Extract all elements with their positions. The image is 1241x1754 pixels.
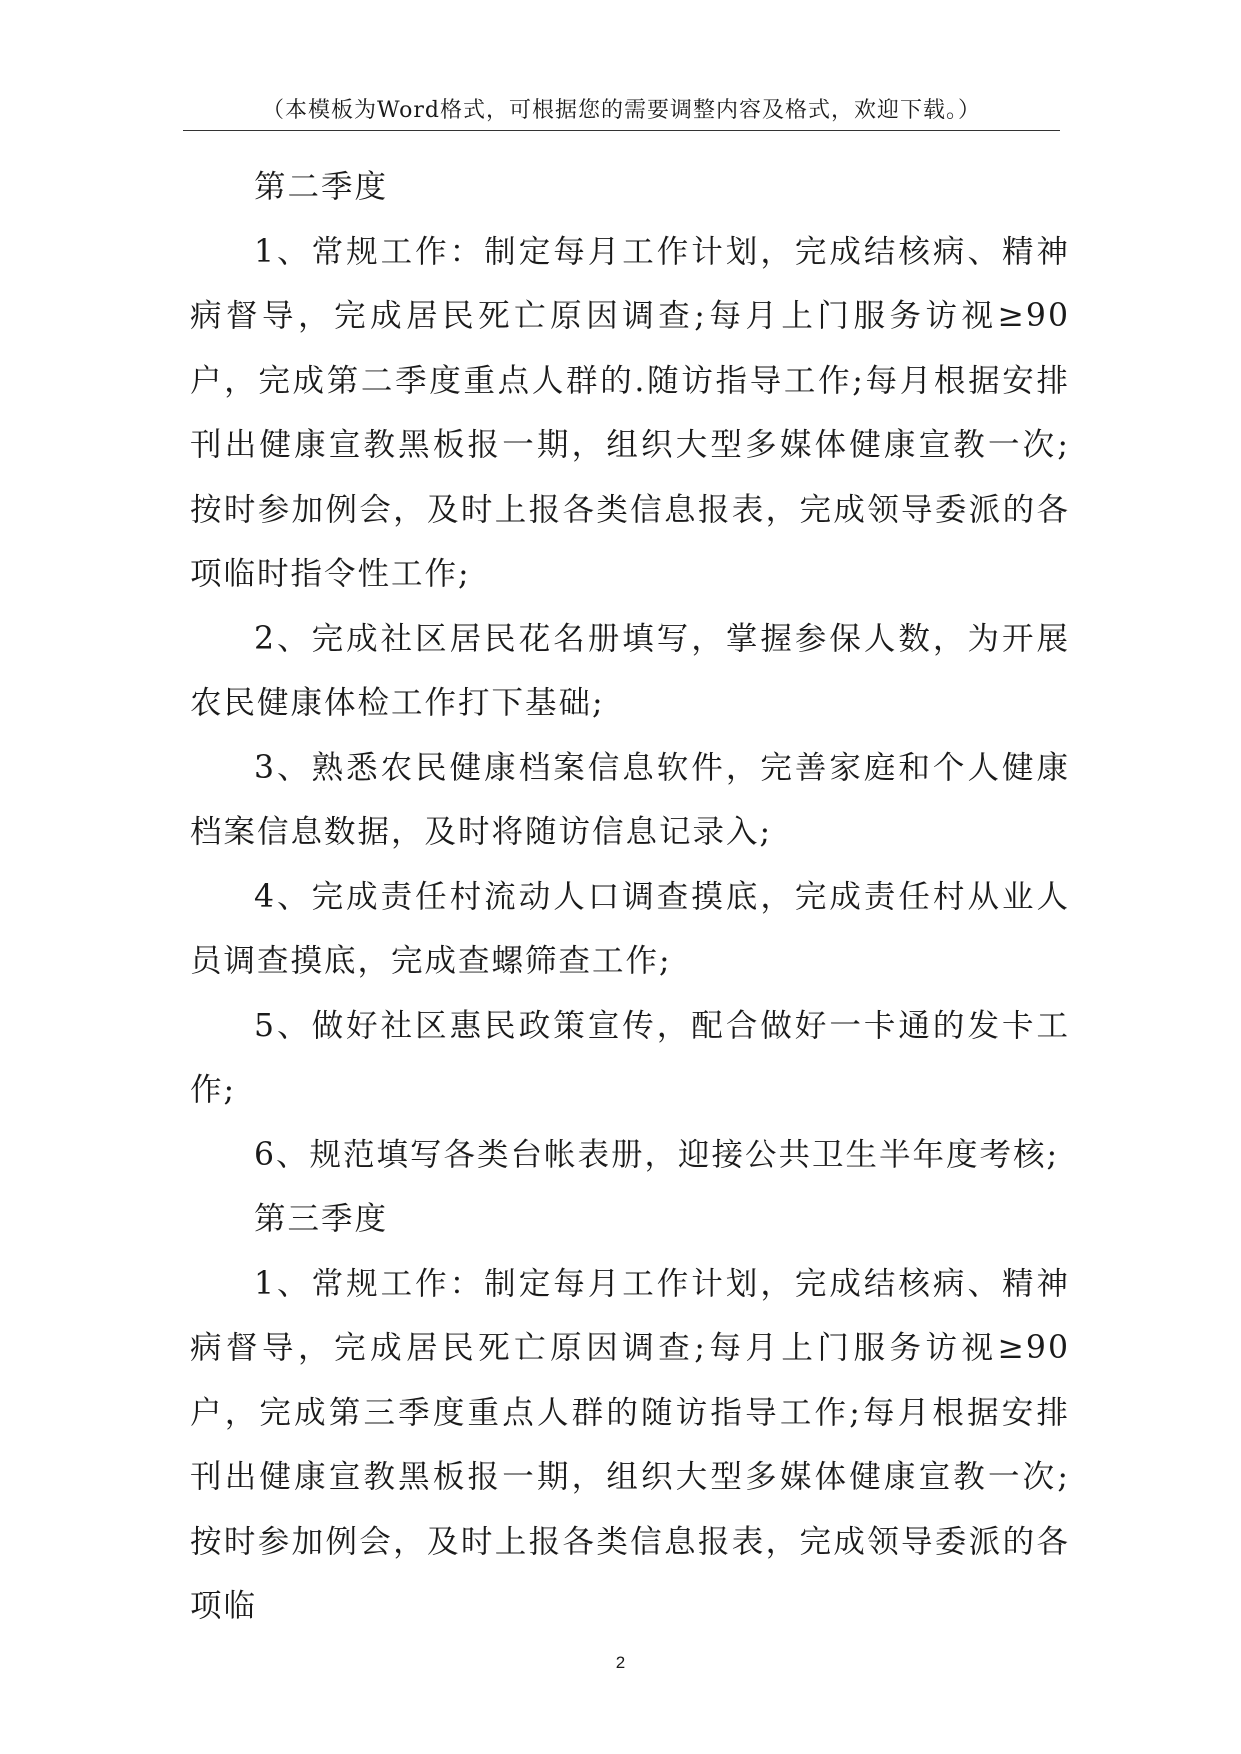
paragraph-q3-item-1: 1、常规工作：制定每月工作计划，完成结核病、精神病督导，完成居民死亡原因调查;每月上门服务访视≥90户，完成第三季度重点人群的随访指导工作;每月根据安排刊出健康宣教黑板报一期，组织大型多媒体健康宣教一次;按时参加例会，及时上报各类信息报表，完成领导委派的各项临: [190, 1265, 1070, 1624]
section-heading-q2: 第二季度: [254, 169, 389, 205]
paragraph-q2-item-2: 2、完成社区居民花名册填写，掌握参保人数，为开展农民健康体检工作打下基础;: [190, 620, 1070, 721]
paragraph-q2-item-1: 1、常规工作：制定每月工作计划，完成结核病、精神病督导，完成居民死亡原因调查;每月上门服务访视≥90户，完成第二季度重点人群的.随访指导工作;每月根据安排刊出健康宣教黑板报一期，组织大型多媒体健康宣教一次;按时参加例会，及时上报各类信息报表，完成领导委派的各项临时指令性工作;: [190, 233, 1070, 592]
paragraph-q2-item-3: 3、熟悉农民健康档案信息软件，完善家庭和个人健康档案信息数据，及时将随访信息记录入;: [190, 749, 1070, 850]
document-body: [190, 155, 1070, 1639]
header-divider: [183, 130, 1060, 131]
page-number: 2: [615, 1653, 626, 1672]
paragraph-q2-item-5: 5、做好社区惠民政策宣传，配合做好一卡通的发卡工作;: [190, 1007, 1070, 1108]
template-note-header: （本模板为Word格式，可根据您的需要调整内容及格式，欢迎下载。）: [262, 98, 981, 123]
section-heading-q3: 第三季度: [254, 1201, 389, 1237]
paragraph-q2-item-4: 4、完成责任村流动人口调查摸底，完成责任村从业人员调查摸底，完成查螺筛查工作;: [190, 878, 1070, 979]
paragraph-q2-item-6: 6、规范填写各类台帐表册，迎接公共卫生半年度考核;: [254, 1136, 1060, 1173]
